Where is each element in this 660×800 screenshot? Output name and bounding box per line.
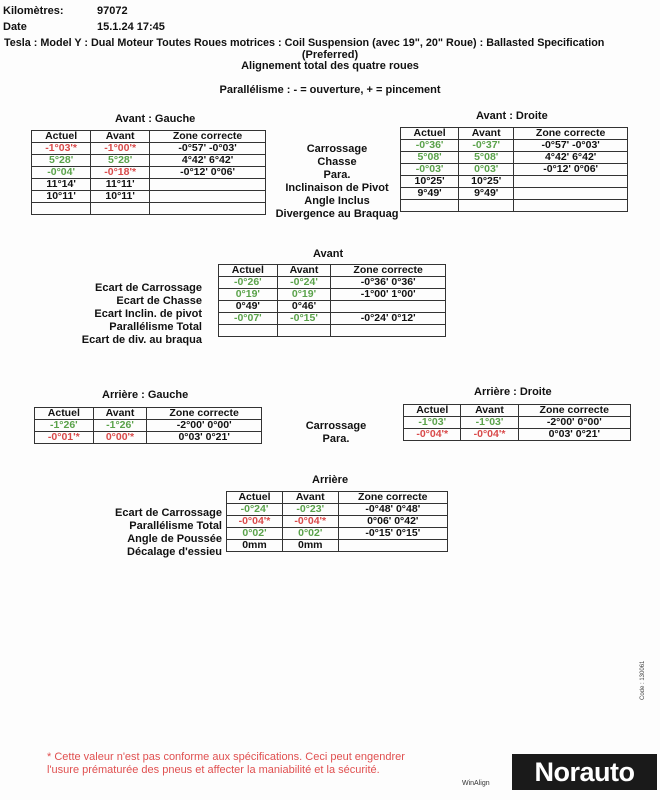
row-label: Ecart Inclin. de pivot [94, 308, 202, 320]
row-label: Ecart de div. au braqua [81, 334, 202, 346]
cell-avant: -0°04'* [461, 429, 518, 441]
report-title: Alignement total des quatre roues [241, 60, 419, 72]
col-zone: Zone correcte [147, 408, 262, 420]
table-row [219, 289, 446, 301]
date-value: 15.1.24 17:45 [97, 21, 165, 33]
table-row [401, 140, 628, 152]
cell-avant: 10°11' [91, 191, 150, 203]
cell-actuel: -1°03'* [32, 143, 91, 155]
rear-left-body [35, 420, 262, 444]
col-avant: Avant [282, 492, 338, 504]
cell-zone [150, 179, 266, 191]
table-row [401, 164, 628, 176]
norauto-logo: Norauto [512, 754, 657, 790]
cell-zone: -0°48' 0°48' [338, 504, 447, 516]
cell-actuel: 10°11' [32, 191, 91, 203]
vehicle-line-2: (Preferred) [301, 49, 359, 61]
col-actuel: Actuel [32, 131, 91, 143]
date-label: Date [3, 21, 27, 33]
cell-avant: 5°28' [91, 155, 150, 167]
table-row [227, 540, 448, 552]
col-avant: Avant [91, 131, 150, 143]
col-zone: Zone correcte [514, 128, 628, 140]
cell-actuel: -0°36' [401, 140, 459, 152]
software-name: WinAlign [462, 780, 490, 787]
cell-zone: 4°42' 6°42' [514, 152, 628, 164]
cell-zone: -0°24' 0°12' [331, 313, 446, 325]
km-value: 97072 [97, 5, 128, 17]
row-label: Carrossage [305, 420, 367, 432]
front-left-body [32, 143, 266, 215]
cell-actuel: -1°26' [35, 420, 94, 432]
col-zone: Zone correcte [331, 265, 446, 277]
cell-avant: -0°04'* [282, 516, 338, 528]
cell-zone: -1°00' 1°00' [331, 289, 446, 301]
cell-avant: 0°02' [282, 528, 338, 540]
table-row [32, 191, 266, 203]
cell-actuel: 5°28' [32, 155, 91, 167]
cell-actuel: -0°07' [219, 313, 278, 325]
parallel-note: Parallélisme : - = ouverture, + = pincement [219, 84, 441, 96]
col-actuel: Actuel [401, 128, 459, 140]
cell-zone [150, 203, 266, 215]
table-row [219, 277, 446, 289]
cell-zone: 4°42' 6°42' [150, 155, 266, 167]
cell-zone [338, 540, 447, 552]
col-zone: Zone correcte [518, 405, 630, 417]
row-label: Angle Inclus [304, 195, 370, 207]
table-row [32, 203, 266, 215]
cell-avant [91, 203, 150, 215]
table-row [35, 420, 262, 432]
col-zone: Zone correcte [338, 492, 447, 504]
cell-zone [514, 176, 628, 188]
cell-zone: -0°15' 0°15' [338, 528, 447, 540]
cell-actuel [219, 325, 278, 337]
cell-actuel: 5°08' [401, 152, 459, 164]
footnote-line-1: * Cette valeur n'est pas conforme aux spécifications. Ceci peut engendrer [47, 751, 405, 763]
table-row [32, 167, 266, 179]
front-total-body [219, 277, 446, 337]
cell-actuel [401, 200, 459, 212]
front-left-title: Avant : Gauche [115, 113, 196, 125]
col-actuel: Actuel [35, 408, 94, 420]
rear-right-table [403, 404, 631, 441]
vehicle-line: Tesla : Model Y : Dual Moteur Toutes Roues motrices : Coil Suspension (avec 19", 20" Roue) : Ballasted Specification [4, 37, 605, 49]
cell-zone: -0°12' 0°06' [514, 164, 628, 176]
table-row [401, 176, 628, 188]
cell-zone: -0°36' 0°36' [331, 277, 446, 289]
cell-actuel: -0°24' [227, 504, 283, 516]
cell-zone: -2°00' 0°00' [518, 417, 630, 429]
table-row [32, 155, 266, 167]
table-row [32, 179, 266, 191]
footnote [47, 751, 405, 777]
col-zone: Zone correcte [150, 131, 266, 143]
cell-zone [514, 188, 628, 200]
front-right-body [401, 140, 628, 212]
cell-avant: -0°15' [277, 313, 331, 325]
table-row [401, 152, 628, 164]
row-label: Carrossage [306, 143, 368, 155]
row-label: Ecart de Carrossage [95, 282, 202, 294]
cell-actuel: -0°01'* [35, 432, 94, 444]
cell-avant [277, 325, 331, 337]
footnote-line-2: l'usure prématurée des pneus et affecter la maniabilité et la sécurité. [47, 764, 380, 776]
cell-zone [514, 200, 628, 212]
cell-actuel: 10°25' [401, 176, 459, 188]
cell-avant: 0mm [282, 540, 338, 552]
cell-zone: -0°57' -0°03' [514, 140, 628, 152]
cell-avant: 5°08' [459, 152, 514, 164]
cell-avant: -0°37' [459, 140, 514, 152]
cell-zone: -0°57' -0°03' [150, 143, 266, 155]
cell-avant: -1°26' [93, 420, 147, 432]
cell-avant: 0°00'* [93, 432, 147, 444]
rear-total-table [226, 491, 448, 552]
front-total-table [218, 264, 446, 337]
front-total-labels [40, 282, 202, 347]
table-row [404, 429, 631, 441]
table-row [219, 325, 446, 337]
col-actuel: Actuel [227, 492, 283, 504]
cell-avant: 0°03' [459, 164, 514, 176]
cell-zone: 0°03' 0°21' [147, 432, 262, 444]
cell-avant: 0°46' [277, 301, 331, 313]
cell-actuel: -1°03' [404, 417, 461, 429]
cell-actuel: 0°02' [227, 528, 283, 540]
row-label: Ecart de Chasse [116, 295, 202, 307]
cell-avant: -1°03' [461, 417, 518, 429]
col-actuel: Actuel [219, 265, 278, 277]
cell-actuel: 0mm [227, 540, 283, 552]
table-row [219, 313, 446, 325]
cell-actuel: -0°04'* [227, 516, 283, 528]
cell-actuel: 0°49' [219, 301, 278, 313]
col-avant: Avant [461, 405, 518, 417]
cell-actuel: -0°04'* [404, 429, 461, 441]
side-code: Code : 130061 [640, 660, 646, 700]
table-row [35, 432, 262, 444]
cell-actuel [32, 203, 91, 215]
front-labels [262, 143, 412, 221]
cell-avant: -0°24' [277, 277, 331, 289]
cell-avant: 9°49' [459, 188, 514, 200]
rear-total-labels [60, 507, 222, 559]
cell-zone: -2°00' 0°00' [147, 420, 262, 432]
cell-avant [459, 200, 514, 212]
row-label: Ecart de Carrossage [115, 507, 222, 519]
cell-avant: -0°18'* [91, 167, 150, 179]
row-label: Chasse [317, 156, 357, 168]
front-total-title: Avant [313, 248, 344, 260]
rear-labels [296, 420, 376, 446]
front-right-table [400, 127, 628, 212]
rear-left-title: Arrière : Gauche [102, 389, 189, 401]
row-label: Divergence au Braquag [275, 208, 399, 220]
cell-zone [150, 191, 266, 203]
km-label: Kilomètres: [3, 5, 64, 17]
table-row [227, 516, 448, 528]
cell-actuel: -0°04' [32, 167, 91, 179]
cell-zone [331, 301, 446, 313]
table-row [227, 528, 448, 540]
cell-avant: 11°11' [91, 179, 150, 191]
cell-actuel: 11°14' [32, 179, 91, 191]
row-label: Inclinaison de Pivot [285, 182, 389, 194]
rear-total-body [227, 504, 448, 552]
cell-avant: -1°00'* [91, 143, 150, 155]
front-left-table [31, 130, 266, 215]
cell-zone: 0°03' 0°21' [518, 429, 630, 441]
cell-zone: -0°12' 0°06' [150, 167, 266, 179]
col-avant: Avant [93, 408, 147, 420]
table-row [401, 188, 628, 200]
front-right-title: Avant : Droite [476, 110, 548, 122]
row-label: Décalage d'essieu [127, 546, 222, 558]
cell-actuel: -0°03' [401, 164, 459, 176]
col-avant: Avant [277, 265, 331, 277]
table-row [219, 301, 446, 313]
cell-actuel: -0°26' [219, 277, 278, 289]
row-label: Para. [323, 169, 351, 181]
col-avant: Avant [459, 128, 514, 140]
table-row [401, 200, 628, 212]
table-row [227, 504, 448, 516]
cell-actuel: 0°19' [219, 289, 278, 301]
row-label: Angle de Poussée [127, 533, 222, 545]
row-label: Para. [322, 433, 350, 445]
cell-avant: 10°25' [459, 176, 514, 188]
cell-avant: 0°19' [277, 289, 331, 301]
row-label: Parallélisme Total [109, 321, 202, 333]
cell-zone: 0°06' 0°42' [338, 516, 447, 528]
col-actuel: Actuel [404, 405, 461, 417]
cell-avant: -0°23' [282, 504, 338, 516]
table-row [32, 143, 266, 155]
rear-right-body [404, 417, 631, 441]
rear-right-title: Arrière : Droite [474, 386, 552, 398]
cell-actuel: 9°49' [401, 188, 459, 200]
table-row [404, 417, 631, 429]
rear-total-title: Arrière [312, 474, 349, 486]
cell-zone [331, 325, 446, 337]
rear-left-table [34, 407, 262, 444]
row-label: Parallélisme Total [129, 520, 222, 532]
